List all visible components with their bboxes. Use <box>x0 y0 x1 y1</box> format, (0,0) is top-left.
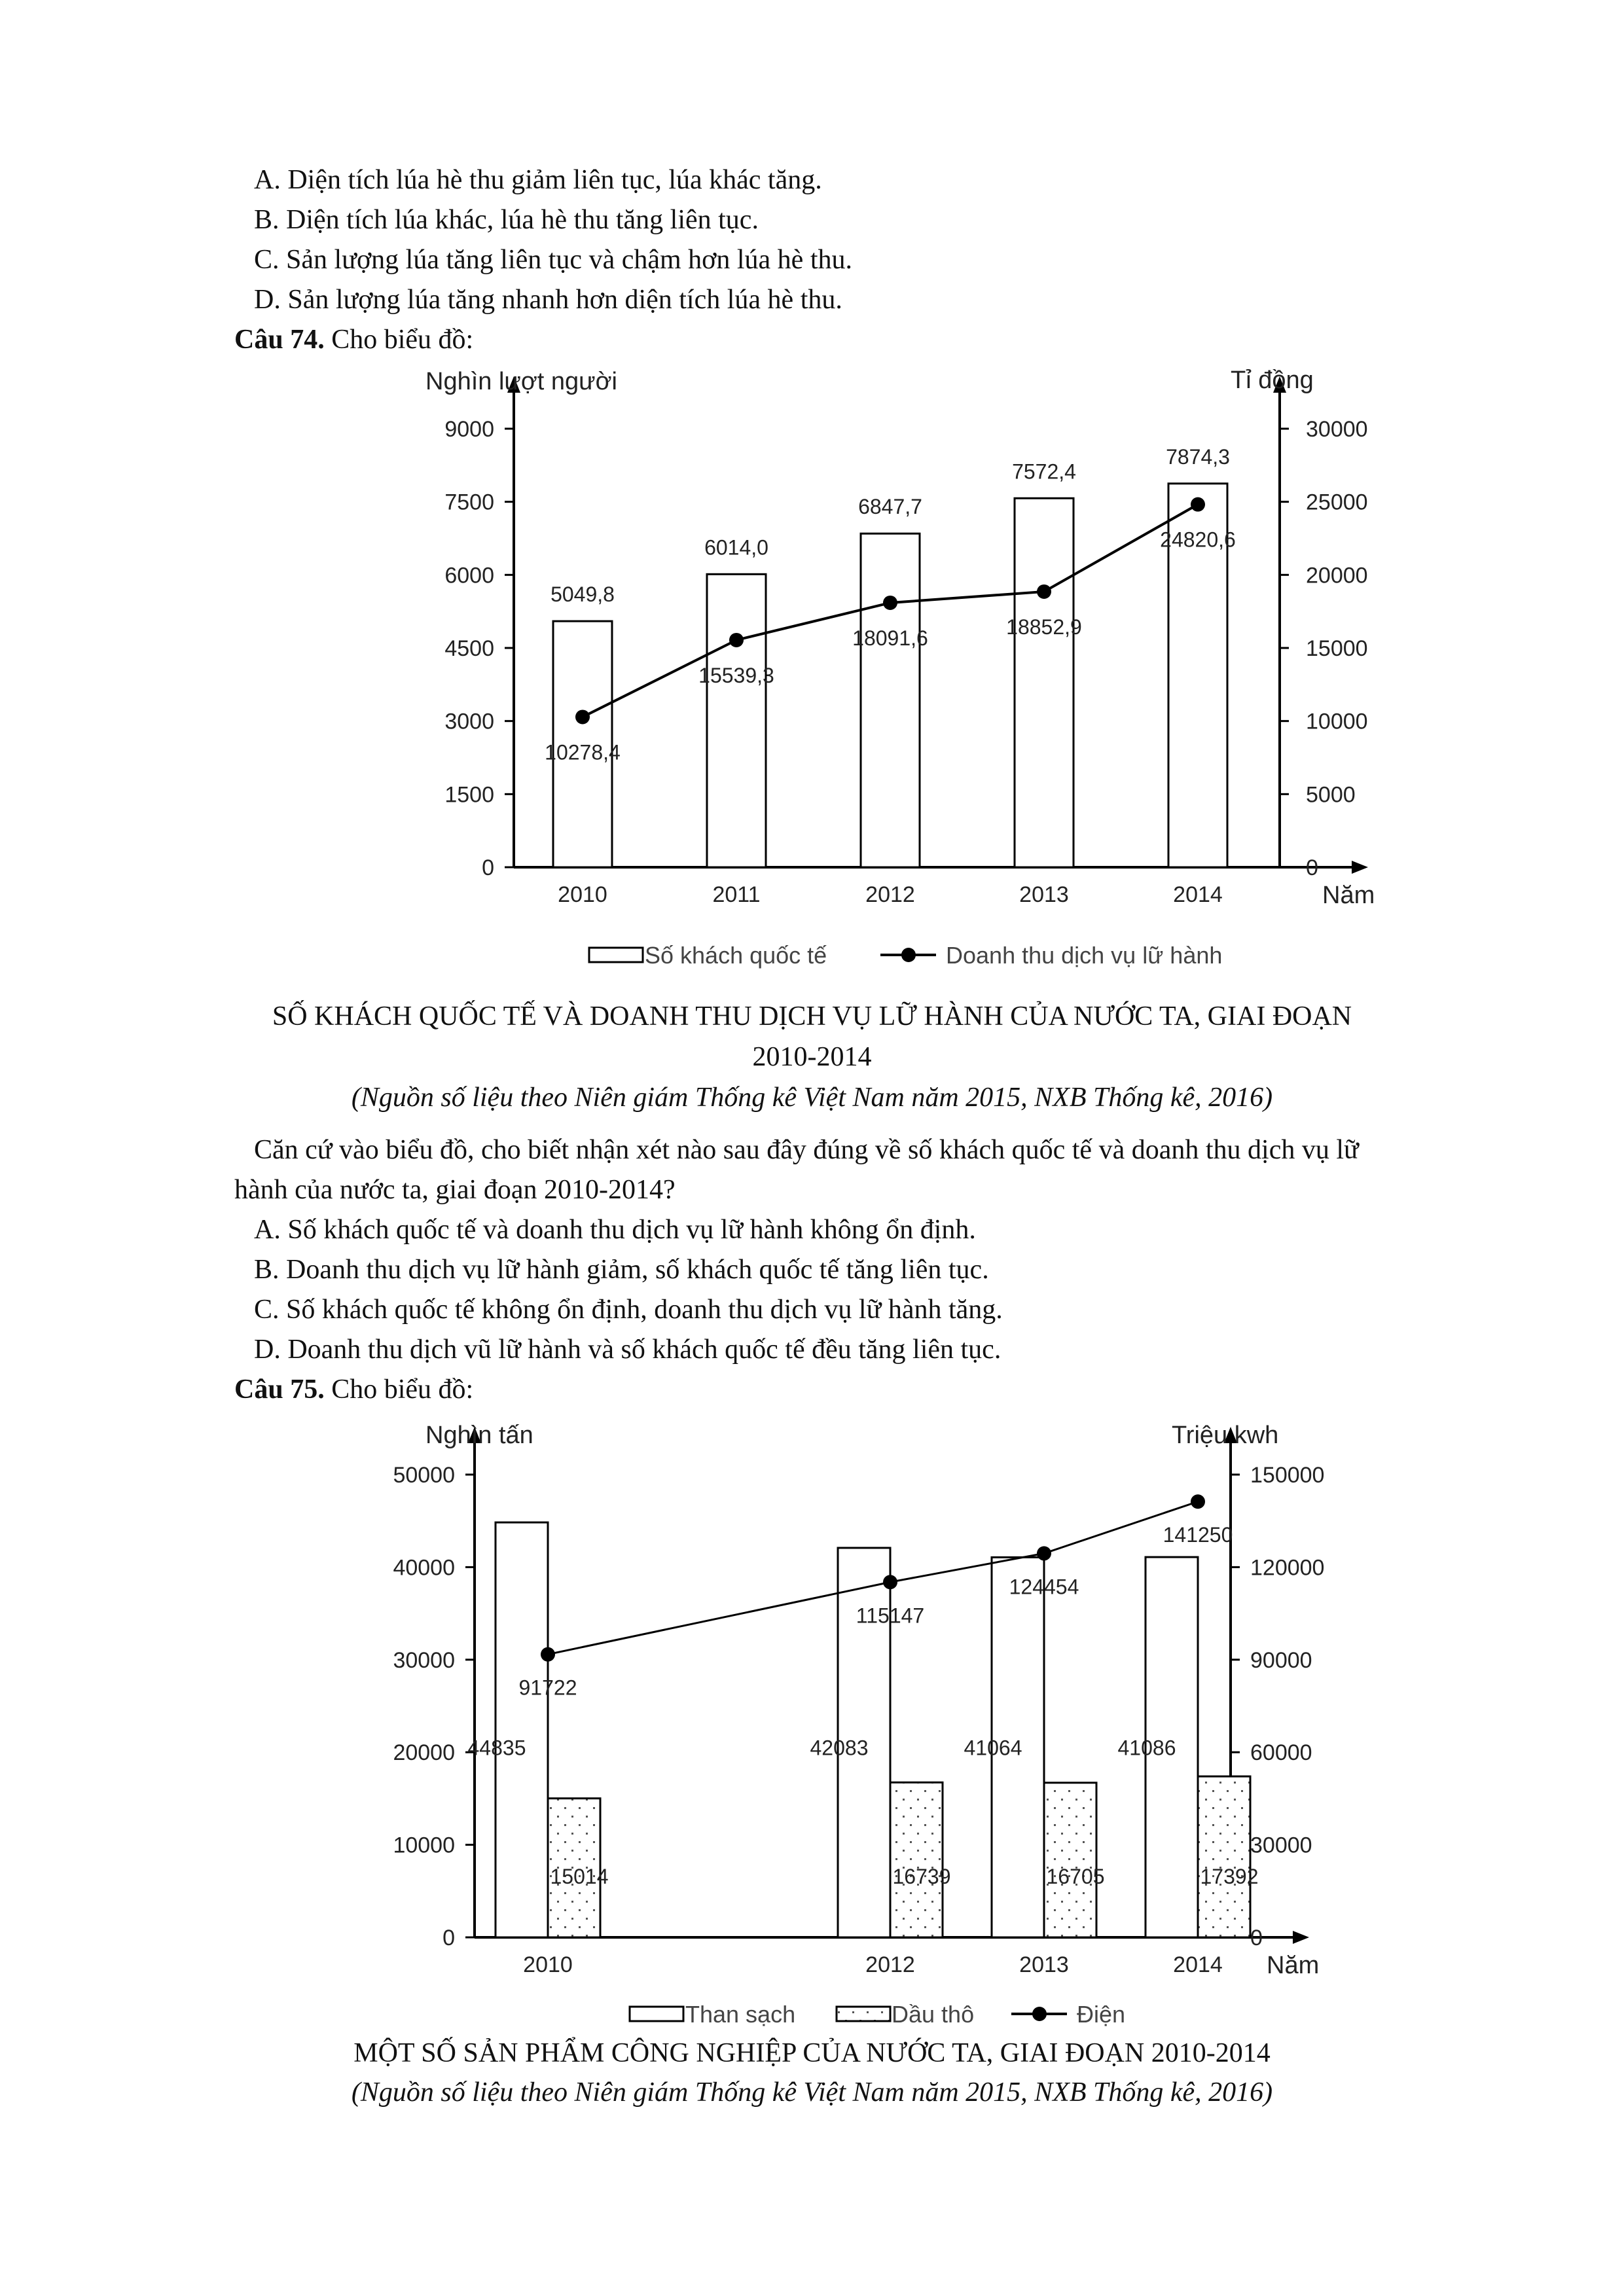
right-tick-label: 150000 <box>1250 1463 1325 1488</box>
right-tick-label: 5000 <box>1306 782 1356 808</box>
q73-option-c: C. Sản lượng lúa tăng liên tục và chậm hơn lúa hè thu. <box>254 245 852 275</box>
q74-source: (Nguồn số liệu theo Niên giám Thống kê Việt Nam năm 2015, NXB Thống kê, 2016) <box>351 1083 1273 1113</box>
q74-option-d: D. Doanh thu dịch vũ lữ hành và số khách quốc tế đều tăng liên tục. <box>254 1335 1001 1365</box>
legend-label-bar: Số khách quốc tế <box>645 942 827 969</box>
line-data-label: 18091,6 <box>852 626 928 650</box>
right-tick-label: 20000 <box>1306 563 1368 588</box>
q74-question-line2: hành của nước ta, giai đoạn 2010-2014? <box>234 1175 676 1205</box>
right-tick-label: 30000 <box>1306 417 1368 442</box>
right-tick-label: 30000 <box>1250 1833 1312 1858</box>
q74-option-a: A. Số khách quốc tế và doanh thu dịch vụ lữ hành không ổn định. <box>254 1215 976 1245</box>
bar-so-khach <box>861 533 920 867</box>
q75-label: Câu 75. <box>234 1374 325 1405</box>
x-tick-label: 2012 <box>865 1952 915 1977</box>
bar-than-sach <box>496 1522 548 1937</box>
chart-industry <box>0 1401 1624 2029</box>
line-point-doanh-thu <box>1037 584 1051 599</box>
left-tick-label: 9000 <box>444 417 494 442</box>
right-tick-label: 90000 <box>1250 1647 1312 1673</box>
left-tick-label: 6000 <box>444 563 494 588</box>
q75-source: (Nguồn số liệu theo Niên giám Thống kê Việt Nam năm 2015, NXB Thống kê, 2016) <box>351 2077 1273 2108</box>
line-point-dien <box>1037 1546 1051 1560</box>
line-point-doanh-thu <box>729 633 744 647</box>
bar-dau-tho <box>1044 1783 1096 1937</box>
left-axis-title: Nghìn lượt người <box>425 368 617 395</box>
bar-dau-tho <box>1198 1776 1250 1937</box>
line-point-doanh-thu <box>1191 497 1205 512</box>
q73-option-d: D. Sản lượng lúa tăng nhanh hơn diện tích lúa hè thu. <box>254 285 842 315</box>
line-data-label-dien: 124454 <box>1009 1575 1079 1599</box>
line-point-doanh-thu <box>575 709 590 724</box>
right-axis-title: Triệu kwh <box>1172 1422 1279 1449</box>
bar-so-khach <box>1015 498 1074 867</box>
legend-swatch-bar <box>589 948 643 962</box>
left-tick-label: 0 <box>442 1926 455 1950</box>
right-tick-label: 60000 <box>1250 1740 1312 1766</box>
q73-option-b: B. Diện tích lúa khác, lúa hè thu tăng liên tục. <box>254 205 759 235</box>
bar-data-label: 6847,7 <box>858 495 922 519</box>
line-data-label: 10278,4 <box>545 740 621 764</box>
q74-prompt: Cho biểu đồ: <box>324 325 474 355</box>
line-point-dien <box>1191 1494 1205 1509</box>
line-data-label-dien: 91722 <box>518 1676 577 1700</box>
bar-data-label-dau-tho: 15014 <box>550 1865 609 1889</box>
x-axis-arrow <box>1293 1931 1309 1944</box>
right-axis-title: Tỉ đồng <box>1231 367 1314 394</box>
right-tick-label: 120000 <box>1250 1555 1325 1581</box>
x-tick-label: 2014 <box>1173 882 1223 907</box>
q74-label: Câu 74. <box>234 325 325 355</box>
left-tick-label: 1500 <box>444 782 494 808</box>
q74-question-line1: Căn cứ vào biểu đồ, cho biết nhận xét nào sau đây đúng về số khách quốc tế và doanh thu dịch vụ lữ <box>254 1135 1359 1165</box>
bar-data-label-dau-tho: 16705 <box>1046 1865 1105 1889</box>
bar-data-label-dau-tho: 17392 <box>1200 1865 1259 1889</box>
x-axis-arrow <box>1352 861 1368 874</box>
x-axis-title: Năm <box>1322 882 1375 909</box>
legend-swatch-point <box>901 948 916 962</box>
legend-swatch-dau-tho <box>837 2007 890 2021</box>
x-tick-label: 2012 <box>865 882 915 907</box>
x-axis-title: Năm <box>1267 1952 1320 1979</box>
legend-swatch-point-dien <box>1032 2007 1047 2021</box>
legend-swatch-than-sach <box>630 2007 683 2021</box>
legend-label-than-sach: Than sạch <box>685 2001 796 2028</box>
q74-option-b: B. Doanh thu dịch vụ lữ hành giảm, số khách quốc tế tăng liên tục. <box>254 1255 989 1285</box>
bar-so-khach <box>707 574 766 867</box>
left-tick-label: 4500 <box>444 636 494 661</box>
chart-tourism <box>0 353 1624 982</box>
q75-prompt: Cho biểu đồ: <box>324 1374 474 1405</box>
line-point-doanh-thu <box>883 596 897 610</box>
right-tick-label: 25000 <box>1306 490 1368 515</box>
left-tick-label: 50000 <box>393 1463 455 1488</box>
line-data-label: 24820,6 <box>1160 528 1236 552</box>
x-tick-label: 2010 <box>558 882 607 907</box>
bar-data-label-dau-tho: 16739 <box>892 1865 951 1889</box>
line-data-label-dien: 141250 <box>1163 1523 1233 1547</box>
x-tick-label: 2013 <box>1019 882 1069 907</box>
line-point-dien <box>883 1575 897 1589</box>
bar-data-label: 5049,8 <box>550 583 615 607</box>
x-tick-label: 2013 <box>1019 1952 1069 1977</box>
legend-label-dau-tho: Dầu thô <box>892 2001 975 2028</box>
x-tick-label: 2014 <box>1173 1952 1223 1977</box>
bar-data-label: 6014,0 <box>704 535 768 560</box>
x-tick-label: 2010 <box>523 1952 573 1977</box>
left-tick-label: 10000 <box>393 1833 455 1858</box>
right-tick-label: 10000 <box>1306 709 1368 734</box>
q74-caption-line1: SỐ KHÁCH QUỐC TẾ VÀ DOANH THU DỊCH VỤ LỮ HÀNH CỦA NƯỚC TA, GIAI ĐOẠN <box>272 1001 1352 1031</box>
legend-label-line: Doanh thu dịch vụ lữ hành <box>946 942 1223 969</box>
bar-data-label: 7874,3 <box>1166 444 1230 469</box>
left-tick-label: 7500 <box>444 490 494 515</box>
line-data-label: 15539,3 <box>698 663 774 687</box>
bar-data-label-than-sach: 44835 <box>467 1736 526 1760</box>
q74-option-c: C. Số khách quốc tế không ổn định, doanh thu dịch vụ lữ hành tăng. <box>254 1295 1003 1325</box>
left-tick-label: 30000 <box>393 1647 455 1673</box>
left-tick-label: 20000 <box>393 1740 455 1766</box>
left-tick-label: 40000 <box>393 1555 455 1581</box>
legend-label-dien: Điện <box>1077 2001 1126 2028</box>
right-tick-label: 0 <box>1306 855 1318 880</box>
bar-data-label-than-sach: 41086 <box>1117 1736 1176 1760</box>
bar-data-label-than-sach: 42083 <box>810 1736 869 1760</box>
bar-data-label-than-sach: 41064 <box>964 1736 1022 1760</box>
line-data-label: 18852,9 <box>1006 615 1082 639</box>
q73-option-a: A. Diện tích lúa hè thu giảm liên tục, lúa khác tăng. <box>254 165 822 195</box>
bar-dau-tho <box>890 1782 943 1937</box>
left-tick-label: 0 <box>482 855 494 880</box>
q75-caption: MỘT SỐ SẢN PHẨM CÔNG NGHIỆP CỦA NƯỚC TA, GIAI ĐOẠN 2010-2014 <box>353 2038 1271 2068</box>
q74-caption-line2: 2010-2014 <box>752 1042 872 1072</box>
left-axis-title: Nghìn tấn <box>425 1422 533 1449</box>
bar-data-label: 7572,4 <box>1012 459 1076 484</box>
x-tick-label: 2011 <box>712 882 761 907</box>
line-point-dien <box>541 1647 555 1662</box>
left-tick-label: 3000 <box>444 709 494 734</box>
right-tick-label: 15000 <box>1306 636 1368 661</box>
right-tick-label: 0 <box>1250 1926 1263 1950</box>
line-data-label-dien: 115147 <box>856 1604 925 1628</box>
q74-heading <box>234 323 473 356</box>
